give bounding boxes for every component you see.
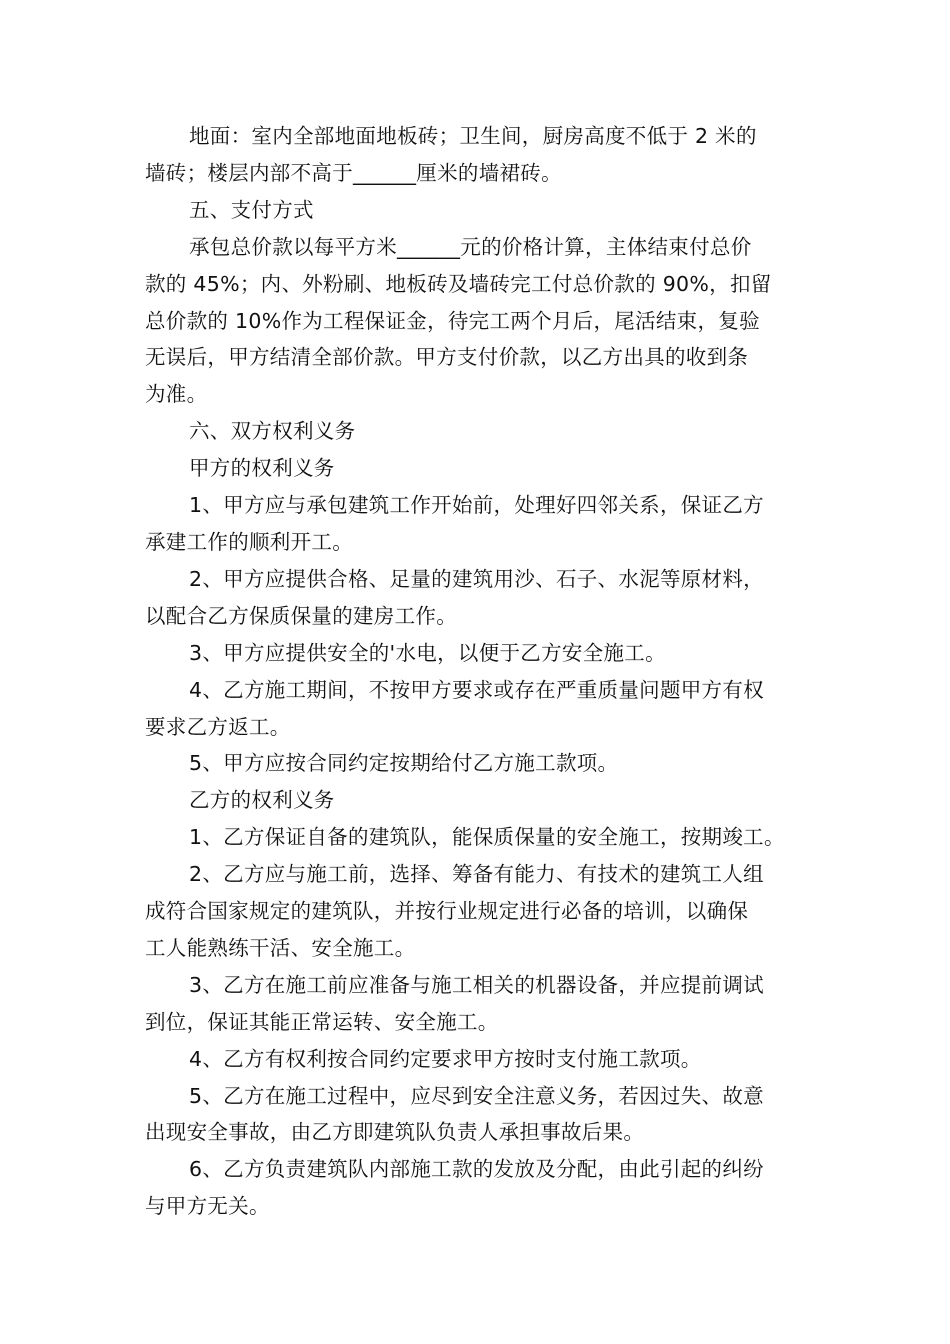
- document-text-line: 6、乙方负责建筑队内部施工款的发放及分配，由此引起的纠纷: [189, 1157, 764, 1182]
- document-text-line: 工人能熟练干活、安全施工。: [145, 935, 416, 960]
- document-text-line: 3、乙方在施工前应准备与施工相关的机器设备，并应提前调试: [189, 972, 764, 997]
- document-text-line: 3、甲方应提供安全的'水电，以便于乙方安全施工。: [189, 640, 666, 665]
- document-text-line: 出现安全事故，由乙方即建筑队负责人承担事故后果。: [145, 1120, 645, 1145]
- document-text-line: 与甲方无关。: [145, 1194, 270, 1219]
- document-text-line: 款的 45%；内、外粉刷、地板砖及墙砖完工付总价款的 90%，扣留: [145, 271, 772, 296]
- document-text-line: 五、支付方式: [189, 197, 314, 222]
- document-text-line: 承建工作的顺利开工。: [145, 529, 353, 554]
- document-text-line: 总价款的 10%作为工程保证金，待完工两个月后，尾活结束，复验: [145, 308, 760, 333]
- document-text-line: 5、甲方应按合同约定按期给付乙方施工款项。: [189, 751, 619, 776]
- document-body: [145, 118, 810, 1225]
- document-text-line: 地面：室内全部地面地板砖；卫生间，厨房高度不低于 2 米的: [189, 124, 757, 148]
- document-text-line: 为准。: [145, 382, 208, 407]
- document-text-line: 1、乙方保证自备的建筑队，能保质保量的安全施工，按期竣工。: [189, 825, 785, 850]
- document-text-line: 2、甲方应提供合格、足量的建筑用沙、石子、水泥等原材料，: [189, 566, 764, 591]
- document-text-line: 墙砖；楼层内部不高于______厘米的墙裙砖。: [145, 160, 562, 185]
- document-text-line: 要求乙方返工。: [145, 714, 291, 739]
- document-text-line: 成符合国家规定的建筑队，并按行业规定进行必备的培训，以确保: [145, 899, 749, 924]
- document-text-line: 六、双方权利义务: [189, 419, 356, 444]
- document-text-line: 5、乙方在施工过程中，应尽到安全注意义务，若因过失、故意: [189, 1083, 764, 1108]
- document-text-line: 甲方的权利义务: [189, 456, 335, 481]
- document-text-line: 以配合乙方保质保量的建房工作。: [145, 603, 457, 628]
- document-text-line: 承包总价款以每平方米______元的价格计算，主体结束付总价: [189, 234, 752, 259]
- document-text-line: 乙方的权利义务: [189, 788, 335, 813]
- document-text-line: 1、甲方应与承包建筑工作开始前，处理好四邻关系，保证乙方: [189, 493, 764, 518]
- document-text-line: 4、乙方有权利按合同约定要求甲方按时支付施工款项。: [189, 1046, 702, 1071]
- document-text-line: 无误后，甲方结清全部价款。甲方支付价款，以乙方出具的收到条: [145, 345, 749, 370]
- document-text-line: 到位，保证其能正常运转、安全施工。: [145, 1009, 499, 1034]
- document-text-line: 2、乙方应与施工前，选择、筹备有能力、有技术的建筑工人组: [189, 862, 764, 887]
- document-text-line: 4、乙方施工期间，不按甲方要求或存在严重质量问题甲方有权: [189, 677, 764, 702]
